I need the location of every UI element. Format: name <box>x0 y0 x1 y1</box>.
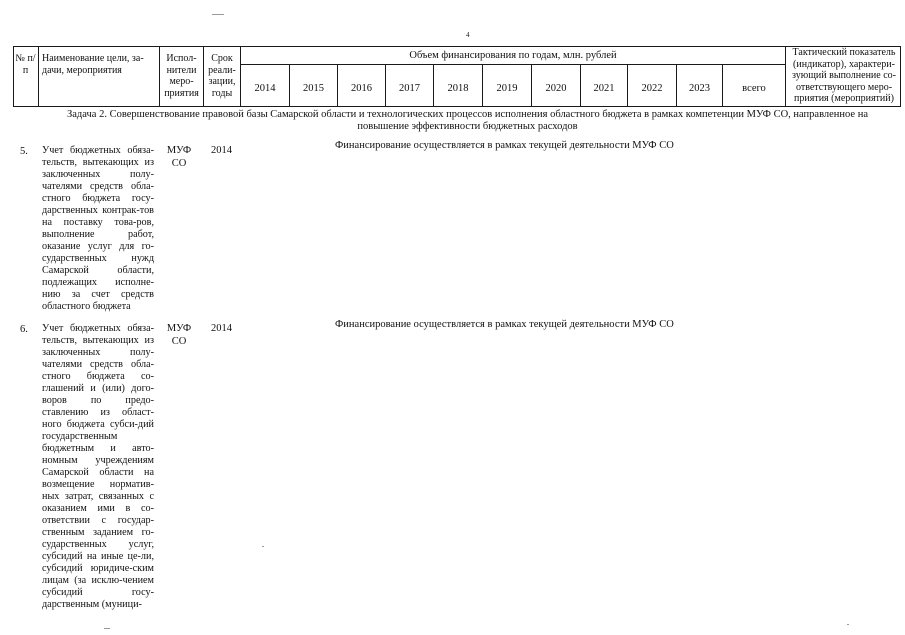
scan-speck <box>847 624 849 625</box>
row-executor: МУФ СО <box>166 323 192 347</box>
row-name: Учет бюджетных обяза-тельств, вытекающих из заключенных полу-чателями средств обла-стного бюджета со-глашений и (или) дого-воров по предо-ставлению из област-ного бюджета субси-дий государственным бюджетным и авто-номным учреждениям Самарской области на возмещение норматив-ных затрат, связанных с оказанием ими в со-ответствии с государ-ственным заданием го-сударственных услуг, субсидий на иные це-ли, субсидий юридиче-ским лицам (за исклю-чением субсидий госу-дарственным (муници- <box>42 323 154 610</box>
year-2021: 2021 <box>593 83 615 94</box>
row-name: Учет бюджетных обяза-тельств, вытекающих из заключенных полу-чателями средств обла-стного бюджета госу-дарственных контрак-тов на поставку това-ров, выполнение работ, оказание услуг для го-сударственных нужд Самарской области, подлежащих исполне-нию за счет средств областного бюджета <box>42 145 154 312</box>
year-total: всего <box>742 83 766 94</box>
row-financing-note: Финансирование осуществляется в рамках текущей деятельности МУФ СО <box>335 140 674 151</box>
header-name: Наименование цели, за-дачи, мероприятия <box>42 53 144 76</box>
year-2015: 2015 <box>303 83 324 94</box>
year-2018: 2018 <box>447 83 469 94</box>
page-number: 4 <box>466 31 470 39</box>
row-term: 2014 <box>211 323 232 334</box>
year-2017: 2017 <box>399 83 420 94</box>
year-2022: 2022 <box>641 83 663 94</box>
scan-speck <box>104 628 110 629</box>
header-divider <box>900 46 901 107</box>
row-number: 5. <box>20 146 28 157</box>
year-2014: 2014 <box>254 83 276 94</box>
header-top-border <box>13 46 901 47</box>
row-financing-note: Финансирование осуществляется в рамках текущей деятельности МУФ СО <box>335 319 674 330</box>
header-bottom-border <box>13 106 901 107</box>
header-executors: Испол-нители меро-приятия <box>164 53 199 99</box>
header-divider <box>38 46 39 107</box>
year-2019: 2019 <box>496 83 518 94</box>
scan-speck <box>212 14 224 15</box>
header-num: № п/п <box>15 53 36 76</box>
task-title: Задача 2. Совершенствование правовой базы Самарской области и технологических процессов исполнения областного бюджета в рамках компетенции МУФ СО, направленное на повышение эффективности бюджетных расходов <box>67 109 868 132</box>
row-executor: МУФ СО <box>166 145 192 169</box>
years-top-border <box>240 64 785 65</box>
header-divider <box>785 46 786 107</box>
header-indicator: Тактический показатель (индикатор), характери-зующий выполнение со-ответствующего меро-приятия (мероприятий) <box>792 47 896 104</box>
header-term: Срок реали-зации, годы <box>208 53 236 99</box>
year-2020: 2020 <box>545 83 567 94</box>
year-2016: 2016 <box>351 83 372 94</box>
year-2023: 2023 <box>689 83 710 94</box>
scan-speck <box>262 546 264 547</box>
row-term: 2014 <box>211 145 232 156</box>
header-financing: Объем финансирования по годам, млн. рублей <box>409 50 617 61</box>
row-number: 6. <box>20 324 28 335</box>
